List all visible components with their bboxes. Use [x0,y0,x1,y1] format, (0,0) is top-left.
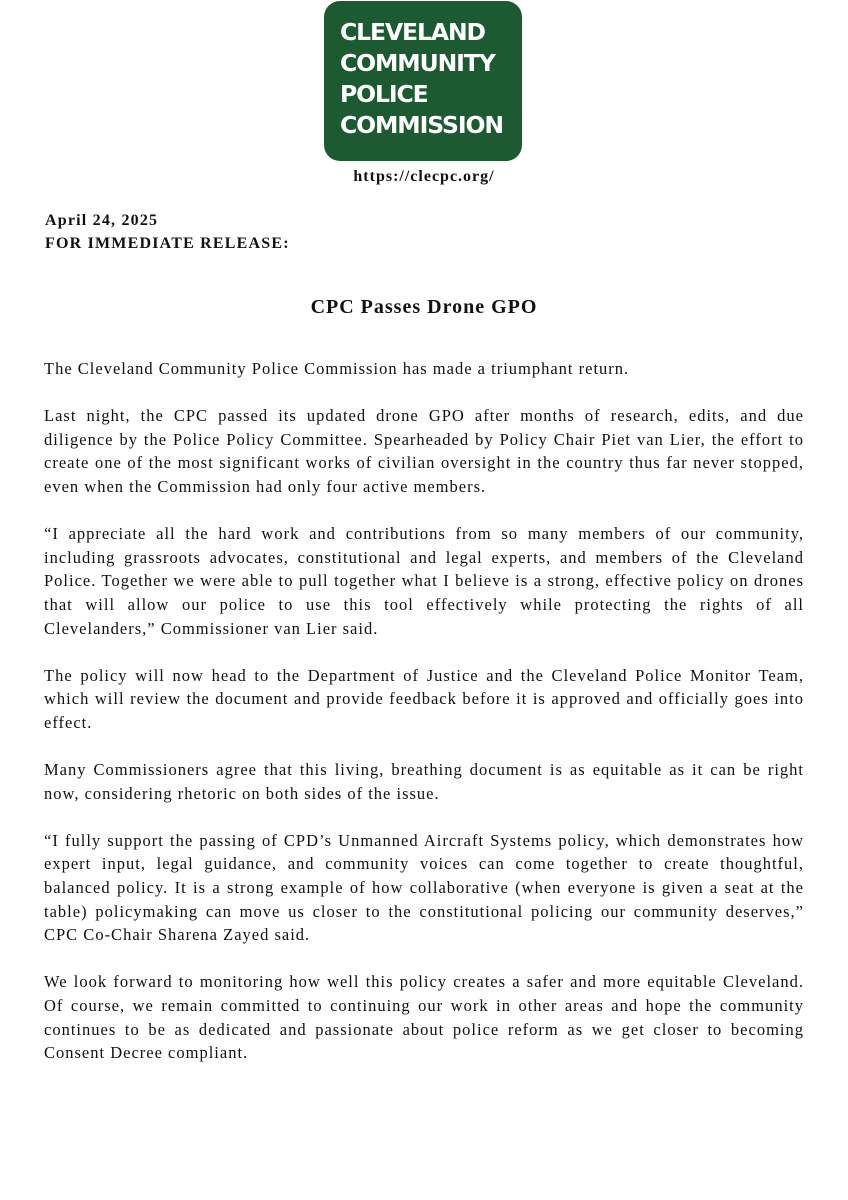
logo-line: POLICE [340,80,428,108]
article-body [44,357,804,1088]
website-url: https://clecpc.org/ [353,168,495,185]
paragraph: “I fully support the passing of CPD’s Unmanned Aircraft Systems policy, which demonstrates how expert input, legal guidance, and community voices can come together to create thoughtful, balanced policy. It is a strong example of how collaborative (when everyone is given a seat at the table) policymaking can move us closer to the constitutional policing our community deserves,” CPC Co-Chair Sharena Zayed said. [44,830,804,945]
logo-line: CLEVELAND [340,18,485,46]
paragraph: “I appreciate all the hard work and contributions from so many members of our community, including grassroots advocates, constitutional and legal experts, and members of the Cleveland Police. Together we were able to pull together what I believe is a strong, effective policy on drones that will allow our police to use this tool effectively while protecting the rights of all Clevelanders,” Commissioner van Lier said. [44,524,804,638]
logo-wordmark [340,17,503,141]
logo-line: COMMISSION [340,111,503,139]
paragraph: We look forward to monitoring how well this policy creates a safer and more equitable Cleveland. Of course, we remain committed to continuing our work in other areas and hope the community continues to be as dedicated and passionate about police reform as we get closer to becoming Consent Decree compliant. [44,972,804,1063]
logo-line: COMMUNITY [340,49,495,77]
page-title: CPC Passes Drone GPO [310,296,538,318]
release-meta [45,209,290,255]
cpc-logo [324,1,522,161]
release-date: April 24, 2025 [45,212,159,229]
paragraph: The Cleveland Community Police Commission has made a triumphant return. [44,359,630,378]
paragraph: Many Commissioners agree that this living, breathing document is as equitable as it can be right now, considering rhetoric on both sides of the issue. [44,760,804,803]
paragraph: The policy will now head to the Department of Justice and the Cleveland Police Monitor Team, which will review the document and provide feedback before it is approved and officially goes into effect. [44,665,804,732]
paragraph: Last night, the CPC passed its updated drone GPO after months of research, edits, and due diligence by the Police Policy Committee. Spearheaded by Policy Chair Piet van Lier, the effort to create one of the most significant works of civilian oversight in the country thus far never stopped, even when the Commission had only four active members. [44,406,804,496]
release-label: FOR IMMEDIATE RELEASE: [45,235,290,252]
